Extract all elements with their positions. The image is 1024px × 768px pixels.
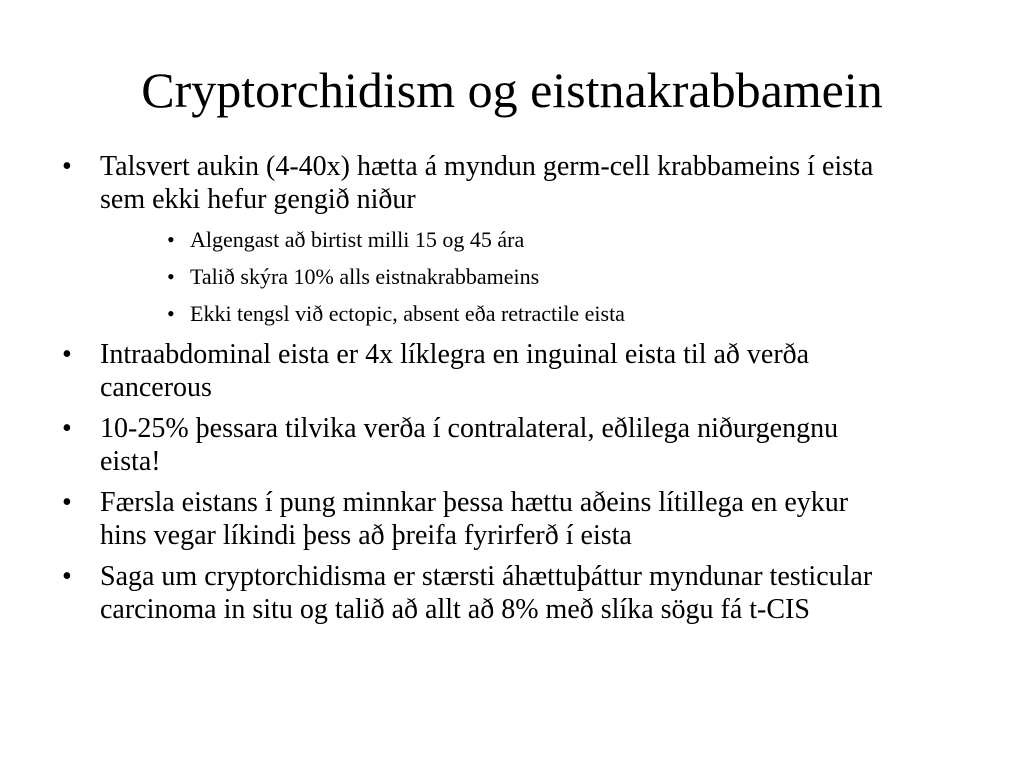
bullet-marker: • (62, 413, 72, 444)
sub-bullet-item (60, 263, 960, 291)
sub-bullet-text: Ekki tengsl við ectopic, absent eða retractile eista (190, 301, 625, 326)
slide-title: Cryptorchidism og eistnakrabbamein (141, 62, 883, 118)
sub-bullet-text: Talið skýra 10% alls eistnakrabbameins (190, 264, 540, 289)
bullet-item (60, 412, 960, 478)
sub-bullet-marker: • (167, 301, 175, 326)
bullet-text: 10-25% þessara tilvika verða í contralateral, eðlilega niðurgengnu eista! (100, 413, 839, 477)
bullet-text: Saga um cryptorchidisma er stærsti áhættuþáttur myndunar testicular carcinoma in situ og talið að allt að 8% með slíka sögu fá t-CIS (100, 561, 873, 625)
bullet-text: Intraabdominal eista er 4x líklegra en inguinal eista til að verða cancerous (100, 339, 810, 403)
bullet-marker: • (62, 151, 72, 182)
bullet-item (60, 560, 960, 626)
sub-bullet-list (60, 226, 960, 328)
sub-bullet-item (60, 226, 960, 254)
bullet-list (60, 150, 960, 634)
sub-bullet-text: Algengast að birtist milli 15 og 45 ára (190, 227, 525, 252)
sub-bullet-item (60, 300, 960, 328)
bullet-text: Talsvert aukin (4-40x) hætta á myndun germ-cell krabbameins í eista sem ekki hefur gengið niður (100, 151, 874, 215)
bullet-marker: • (62, 561, 72, 592)
bullet-item (60, 338, 960, 404)
bullet-item (60, 486, 960, 552)
bullet-text: Færsla eistans í pung minnkar þessa hættu aðeins lítillega en eykur hins vegar líkindi þess að þreifa fyrirferð í eista (100, 487, 849, 551)
sub-bullet-marker: • (167, 227, 175, 252)
sub-bullet-marker: • (167, 264, 175, 289)
bullet-marker: • (62, 339, 72, 370)
bullet-marker: • (62, 487, 72, 518)
bullet-item (60, 150, 960, 216)
